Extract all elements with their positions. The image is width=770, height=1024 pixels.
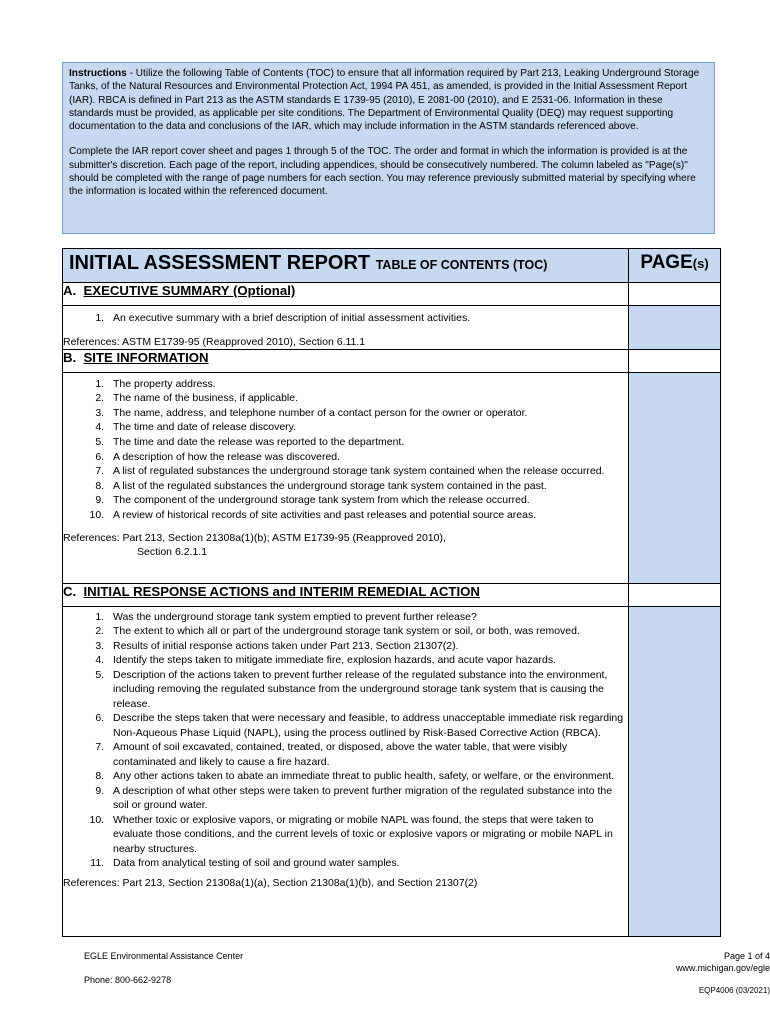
section-a-title-row (63, 283, 721, 306)
list-item: 1. The property address. (107, 377, 628, 392)
section-c-title-row (63, 583, 721, 606)
list-item: 9. The component of the underground storage tank system from which the release occurred. (107, 493, 628, 508)
toc-header-row (63, 249, 721, 283)
section-c-heading: INITIAL RESPONSE ACTIONS and INTERIM REMEDIAL ACTION (83, 583, 480, 599)
section-a-title (63, 283, 629, 306)
section-b-body (63, 372, 629, 583)
instructions-box (62, 62, 715, 234)
section-b-list (63, 377, 628, 523)
list-item: 1. Was the underground storage tank system emptied to prevent further release? (107, 610, 628, 625)
instructions-paragraph-1 (69, 67, 708, 133)
section-a-heading: EXECUTIVE SUMMARY (Optional) (83, 283, 296, 298)
list-item: 5. Description of the actions taken to prevent further release of the regulated substance into the environment, including removing the regulated substance from the underground storage tank system that is causing the release. (107, 668, 628, 712)
section-c-letter: C. (63, 583, 77, 599)
list-item: 3. The name, address, and telephone number of a contact person for the owner or operator. (107, 406, 628, 421)
list-item: 9. A description of what other steps were taken to prevent further migration of the regulated substance into the soil or ground water. (107, 784, 628, 813)
section-c-page-shaded (629, 606, 721, 936)
footer-page-number: Page 1 of 4 (723, 951, 770, 961)
toc-title-main: INITIAL ASSESSMENT REPORT (69, 252, 376, 274)
section-b-page-shaded (629, 372, 721, 583)
footer-form-number: EQP4006 (03/2021) (698, 986, 770, 995)
list-item: 6. A description of how the release was discovered. (107, 450, 628, 465)
section-a-page-shaded (629, 306, 721, 350)
section-c-references: References: Part 213, Section 21308a(1)(a), Section 21308a(1)(b), and Section 21307(2) (63, 876, 478, 889)
pages-column-header (629, 249, 721, 283)
list-item: 7. Amount of soil excavated, contained, treated, or disposed, above the water table, that were visibly contaminated and likely to cause a fire hazard. (107, 740, 628, 769)
list-item: 2. The name of the business, if applicable. (107, 391, 628, 406)
list-item: 5. The time and date the release was reported to the department. (107, 435, 628, 450)
list-item: 2. The extent to which all or part of the underground storage tank system or soil, or both, was removed. (107, 624, 628, 639)
section-b-references (63, 531, 628, 559)
section-a-list (63, 311, 628, 326)
section-c-page-field[interactable] (629, 583, 721, 606)
section-b-title-row (63, 349, 721, 372)
section-b-page-field[interactable] (629, 349, 721, 372)
list-item: 7. A list of regulated substances the underground storage tank system contained when the release occurred. (107, 464, 628, 479)
toc-table (62, 248, 721, 937)
section-b-body-row (63, 372, 721, 583)
list-item: 8. Any other actions taken to abate an immediate threat to public health, safety, or welfare, or the environment. (107, 769, 628, 784)
section-c-title (63, 583, 629, 606)
section-c-list (63, 610, 628, 871)
pages-header-main: PAGE (640, 252, 693, 273)
footer-url: www.michigan.gov/egle (675, 963, 770, 973)
list-item: 10. A review of historical records of site activities and past releases and potential source areas. (107, 508, 628, 523)
footer-phone: Phone: 800-662-9278 (84, 975, 172, 985)
toc-title (63, 249, 629, 283)
section-b-title (63, 349, 629, 372)
section-b-refs-line-2: Section 6.2.1.1 (137, 545, 208, 558)
section-a-letter: A. (63, 283, 77, 298)
list-item: 1. An executive summary with a brief description of initial assessment activities. (107, 311, 628, 326)
section-c-body (63, 606, 629, 936)
list-item: 11. Data from analytical testing of soil and ground water samples. (107, 856, 628, 871)
instructions-text-1: - Utilize the following Table of Contents (TOC) to ensure that all information required by Part 213, Leaking Underground Storage Tanks, of the Natural Resources and Environmental Protection Act, 1994 PA 451, as amended, is provided in the Initial Assessment Report (IAR). RBCA is defined in Part 213 as the ASTM standards E 1739-95 (2010), E 2081-00 (2010), and E 2531-06. Information in these standards must be provided, as applicable per site conditions. The Department of Environmental Quality (DEQ) may request supporting documentation to the data and conclusions of the IAR, which may include information in the ASTM standards referenced above. (69, 68, 700, 133)
section-a-references: References: ASTM E1739-95 (Reapproved 2010), Section 6.11.1 (63, 335, 366, 348)
list-item: 4. The time and date of release discovery. (107, 420, 628, 435)
list-item: 4. Identify the steps taken to mitigate immediate fire, explosion hazards, and acute vapor hazards. (107, 653, 628, 668)
list-item: 3. Results of initial response actions taken under Part 213, Section 21307(2). (107, 639, 628, 654)
pages-header-sub: (s) (692, 256, 709, 271)
instructions-label: Instructions (69, 68, 127, 79)
toc-title-sub: TABLE OF CONTENTS (TOC) (375, 258, 548, 272)
section-b-refs-line-1: References: Part 213, Section 21308a(1)(b); ASTM E1739-95 (Reapproved 2010), (63, 531, 446, 544)
footer-org: EGLE Environmental Assistance Center (84, 951, 244, 961)
section-b-letter: B. (63, 349, 77, 365)
section-b-heading: SITE INFORMATION (83, 349, 209, 365)
list-item: 6. Describe the steps taken that were necessary and feasible, to address unacceptable immediate risk regarding Non-Aqueous Phase Liquid (NAPL), using the process outlined by Risk-Based Corrective Action (RBCA). (107, 711, 628, 740)
list-item: 10. Whether toxic or explosive vapors, or migrating or mobile NAPL was found, the steps that were taken to evaluate those conditions, and the current levels of toxic or explosive vapors or migrating or mobile NAPL in nearby structures. (107, 813, 628, 857)
list-item: 8. A list of the regulated substances the underground storage tank system contained in the past. (107, 479, 628, 494)
section-a-body (63, 306, 629, 350)
section-a-page-field[interactable] (629, 283, 721, 306)
section-a-body-row (63, 306, 721, 350)
instructions-paragraph-2: Complete the IAR report cover sheet and pages 1 through 5 of the TOC. The order and format in which the information is provided is at the submitter's discretion. Each page of the report, including appendices, should be consecutively numbered. The column labeled as "Page(s)" should be completed with the range of page numbers for each section. You may reference previously submitted material by specifying where the information is located within the referenced document. (69, 146, 696, 198)
section-c-body-row (63, 606, 721, 936)
